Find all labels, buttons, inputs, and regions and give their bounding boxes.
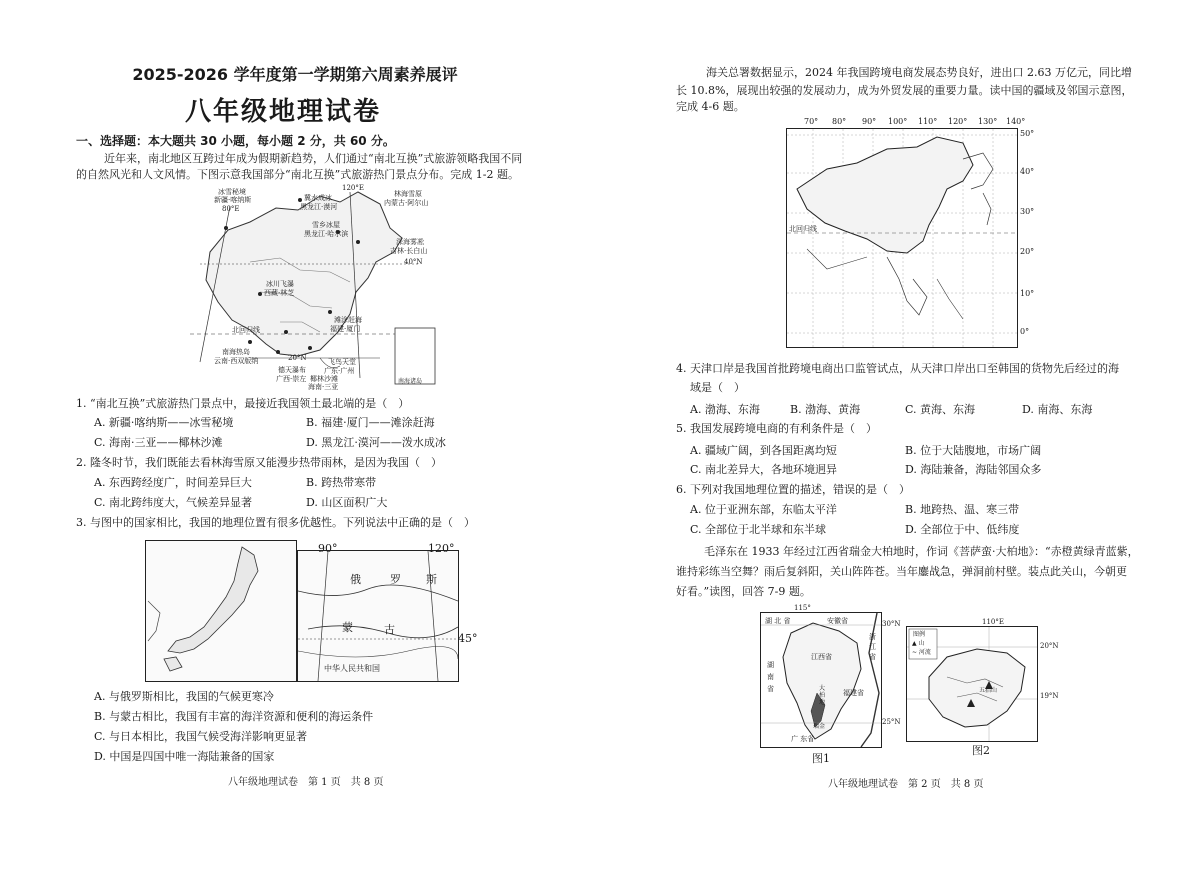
map-label: 林海雪原 <box>394 190 422 198</box>
map-label: 柏 <box>819 692 826 699</box>
lat-label: 40° <box>1020 167 1035 176</box>
map-label: 滩涂赶海 <box>334 316 362 324</box>
intro-line: 海关总署数据显示，2024 年我国跨境电商发展态势良好，进出口 2.63 万亿元，同比增 <box>706 66 1132 79</box>
map-label: 省 <box>869 653 876 661</box>
option: C. 黄海、东海 <box>905 403 976 416</box>
question-6: 6. 下列对我国地理位置的描述，错误的是（ ） <box>676 483 910 496</box>
map-label: 黑龙江·漠河 <box>300 203 338 211</box>
lat-label: 50° <box>1020 129 1035 138</box>
map-label: 吉林·长白山 <box>390 247 428 255</box>
map-label: 俄 <box>350 573 361 586</box>
china-tourism-map <box>180 182 442 392</box>
map-label: 南海诸岛 <box>398 378 423 385</box>
china-neighbors-map <box>786 128 1018 348</box>
map-label: 90° <box>318 542 338 555</box>
page-footer: 八年级地理试卷 第 2 页 共 8 页 <box>828 779 984 790</box>
option: D. 海陆兼备，海陆邻国众多 <box>905 463 1042 476</box>
map-label: 德天瀑布 <box>278 366 306 374</box>
figure-caption: 图2 <box>972 744 990 757</box>
map-label: 福建省 <box>843 689 864 697</box>
map-label: 罗 <box>390 573 401 586</box>
map-label: 北回归线 <box>789 225 817 233</box>
option: D. 黑龙江·漠河——泼水成冰 <box>306 436 446 449</box>
map-label: 蒙 <box>342 621 353 634</box>
page-footer: 八年级地理试卷 第 1 页 共 8 页 <box>228 777 384 788</box>
map-label: 瑞金 <box>813 723 826 730</box>
poem-intro: 好看。”读图，回答 7-9 题。 <box>676 585 811 598</box>
option: C. 南北跨纬度大，气候差异显著 <box>94 496 253 509</box>
intro-line: 完成 4-6 题。 <box>676 100 745 113</box>
option: C. 南北差异大，各地环境迥异 <box>690 463 838 476</box>
option: A. 新疆·喀纳斯——冰雪秘境 <box>94 416 234 429</box>
lon-label: 80° <box>832 117 847 126</box>
question-1: 1. “南北互换”式旅游热门景点中，最接近我国领土最北端的是（ ） <box>76 397 410 410</box>
map-label: 湖 北 省 <box>765 617 791 625</box>
option: D. 山区面积广大 <box>306 496 388 509</box>
lat-label: 10° <box>1020 289 1035 298</box>
map-label: 19°N <box>1040 692 1059 700</box>
question-3: 3. 与图中的国家相比，我国的地理位置有很多优越性。下列说法中正确的是（ ） <box>76 516 475 529</box>
map-label: 椰林沙滩 <box>310 375 338 383</box>
hainan-outline-figure <box>907 627 1037 741</box>
question-5: 5. 我国发展跨境电商的有利条件是（ ） <box>676 422 877 435</box>
map-label: 古 <box>384 623 395 636</box>
question-4-cont: 域是（ ） <box>690 381 745 394</box>
map-label: 深海雾凇 <box>396 238 424 246</box>
option: D. 南海、东海 <box>1022 403 1093 416</box>
lon-label: 100° <box>888 117 908 126</box>
map-label: 冰川飞瀑 <box>266 280 294 288</box>
map-label: 冀水成冰 <box>304 194 332 202</box>
map-label: 45° <box>458 632 478 645</box>
lat-label: 30° <box>1020 207 1035 216</box>
option: A. 东西跨经度广，时间差异巨大 <box>94 476 252 489</box>
map-label: 广 东省 <box>791 735 815 743</box>
map-label: 南 <box>767 673 774 681</box>
map-label: 江西省 <box>811 653 832 661</box>
map-label: 五指山 <box>979 687 998 694</box>
map-label: 浙 <box>869 633 876 641</box>
option: B. 地跨热、温、寒三带 <box>905 503 1020 516</box>
option: D. 全部位于中、低纬度 <box>905 523 1020 536</box>
map-label: 地 <box>819 699 826 706</box>
option: B. 位于大陆腹地，市场广阔 <box>905 444 1042 457</box>
map-label: 雪乡冰屋 <box>312 221 340 229</box>
poem-intro: 毛泽东在 1933 年经过江西省瑞金大柏地时，作词《菩萨蛮·大柏地》：“赤橙黄绿青蓝紫， <box>704 545 1139 558</box>
map-label: 黑龙江·哈尔滨 <box>304 230 349 238</box>
legend-title: 图例 <box>913 631 926 638</box>
map-label: 110°E <box>982 618 1004 626</box>
map-label: 广西·崇左 <box>276 375 307 383</box>
legend-item: ▲ 山 <box>912 640 925 647</box>
option: A. 渤海、东海 <box>690 403 760 416</box>
japan-outline-figure <box>146 541 296 681</box>
map-label: 广东·广州 <box>324 367 355 375</box>
option: B. 渤海、黄海 <box>790 403 861 416</box>
map-label: 中华人民共和国 <box>324 664 380 673</box>
map-label: 20°N <box>1040 642 1059 650</box>
map-label: 20°N <box>288 354 307 362</box>
intro-line: 长 10.8%，展现出较强的发展动力，成为外贸发展的重要力量。读中国的疆域及邻国示意图， <box>676 84 1133 97</box>
question-2: 2. 隆冬时节，我们既能去看林海雪原又能漫步热带雨林，是因为我国（ ） <box>76 456 442 469</box>
option: C. 与日本相比，我国气候受海洋影响更显著 <box>94 730 308 743</box>
option: A. 位于亚洲东部，东临太平洋 <box>690 503 837 516</box>
china-neighbors-figure <box>787 129 1017 347</box>
lon-label: 120° <box>948 117 968 126</box>
map-label: 80°E <box>222 205 240 213</box>
option: B. 跨热带寒带 <box>306 476 377 489</box>
map-label: 115° <box>794 604 811 612</box>
map-label: 斯 <box>426 573 437 586</box>
section-heading: 一、选择题：本大题共 30 小题，每小题 2 分，共 60 分。 <box>76 134 395 148</box>
map-label: 大 <box>819 685 826 692</box>
lon-label: 90° <box>862 117 877 126</box>
hainan-map-figure-2 <box>906 626 1038 742</box>
lon-label: 70° <box>804 117 819 126</box>
map-label: 40°N <box>404 258 423 266</box>
map-label: 北回归线 <box>232 326 260 334</box>
map-label: 福建·厦门 <box>330 325 361 333</box>
map-label: 湖 <box>767 661 774 669</box>
option: A. 与俄罗斯相比，我国的气候更寒冷 <box>94 690 274 703</box>
map-label: 江 <box>869 643 876 651</box>
exam-page-2 <box>600 0 1200 880</box>
map-label: 西藏·林芝 <box>264 289 295 297</box>
japan-map <box>145 540 297 682</box>
exam-title-line1: 2025-2026 学年度第一学期第六周素养展评 <box>132 65 458 84</box>
question-4: 4. 天津口岸是我国首批跨境电商出口监管试点，从天津口岸出口至韩国的货物先后经过的海 <box>676 362 1119 375</box>
map-label: 南海热岛 <box>222 348 250 356</box>
map-label: 省 <box>767 685 774 693</box>
lon-label: 140° <box>1006 117 1026 126</box>
map-label: 120°E <box>342 184 364 192</box>
map-label: 冰雪秘境 <box>218 188 246 196</box>
map-label: 内蒙古·阿尔山 <box>384 199 429 207</box>
russia-mongolia-map <box>297 550 459 682</box>
intro-line: 的自然风光和人文风情。下图示意我国部分“南北互换”式旅游热门景点分布。完成 1-2 题。 <box>76 168 519 181</box>
intro-line: 近年来，南北地区互跨过年成为假期新趋势，人们通过“南北互换”式旅游领略我国不同 <box>104 152 523 165</box>
russia-mongolia-outline-figure <box>298 551 458 681</box>
lat-label: 20° <box>1020 247 1035 256</box>
option: C. 海南·三亚——椰林沙滩 <box>94 436 223 449</box>
map-label: 120° <box>428 542 455 555</box>
map-label: 25°N <box>882 718 901 726</box>
legend-item: ~ 河流 <box>912 649 931 656</box>
lat-label: 0° <box>1020 327 1030 336</box>
lon-label: 130° <box>978 117 998 126</box>
map-label: 飞鸟天堂 <box>328 358 356 366</box>
map-label: 云南·西双版纳 <box>214 357 259 365</box>
figure-caption: 图1 <box>812 752 830 765</box>
poem-intro: 谁持彩练当空舞？雨后复斜阳，关山阵阵苍。当年鏖战急，弹洞前村壁。装点此关山，今朝更 <box>676 565 1127 578</box>
map-label: 新疆·喀纳斯 <box>214 196 252 204</box>
map-label: 安徽省 <box>827 617 848 625</box>
map-label: 海南·三亚 <box>308 383 339 391</box>
option: D. 中国是四国中唯一海陆兼备的国家 <box>94 750 275 763</box>
lon-label: 110° <box>918 117 938 126</box>
option: B. 与蒙古相比，我国有丰富的海洋资源和便利的海运条件 <box>94 710 374 723</box>
jiangxi-map-figure-1 <box>760 612 882 748</box>
map-label: 30°N <box>882 620 901 628</box>
option: A. 疆域广阔，到各国距离均短 <box>690 444 837 457</box>
exam-title-line2: 八年级地理试卷 <box>185 97 382 127</box>
option: C. 全部位于北半球和东半球 <box>690 523 827 536</box>
option: B. 福建·厦门——滩涂赶海 <box>306 416 435 429</box>
